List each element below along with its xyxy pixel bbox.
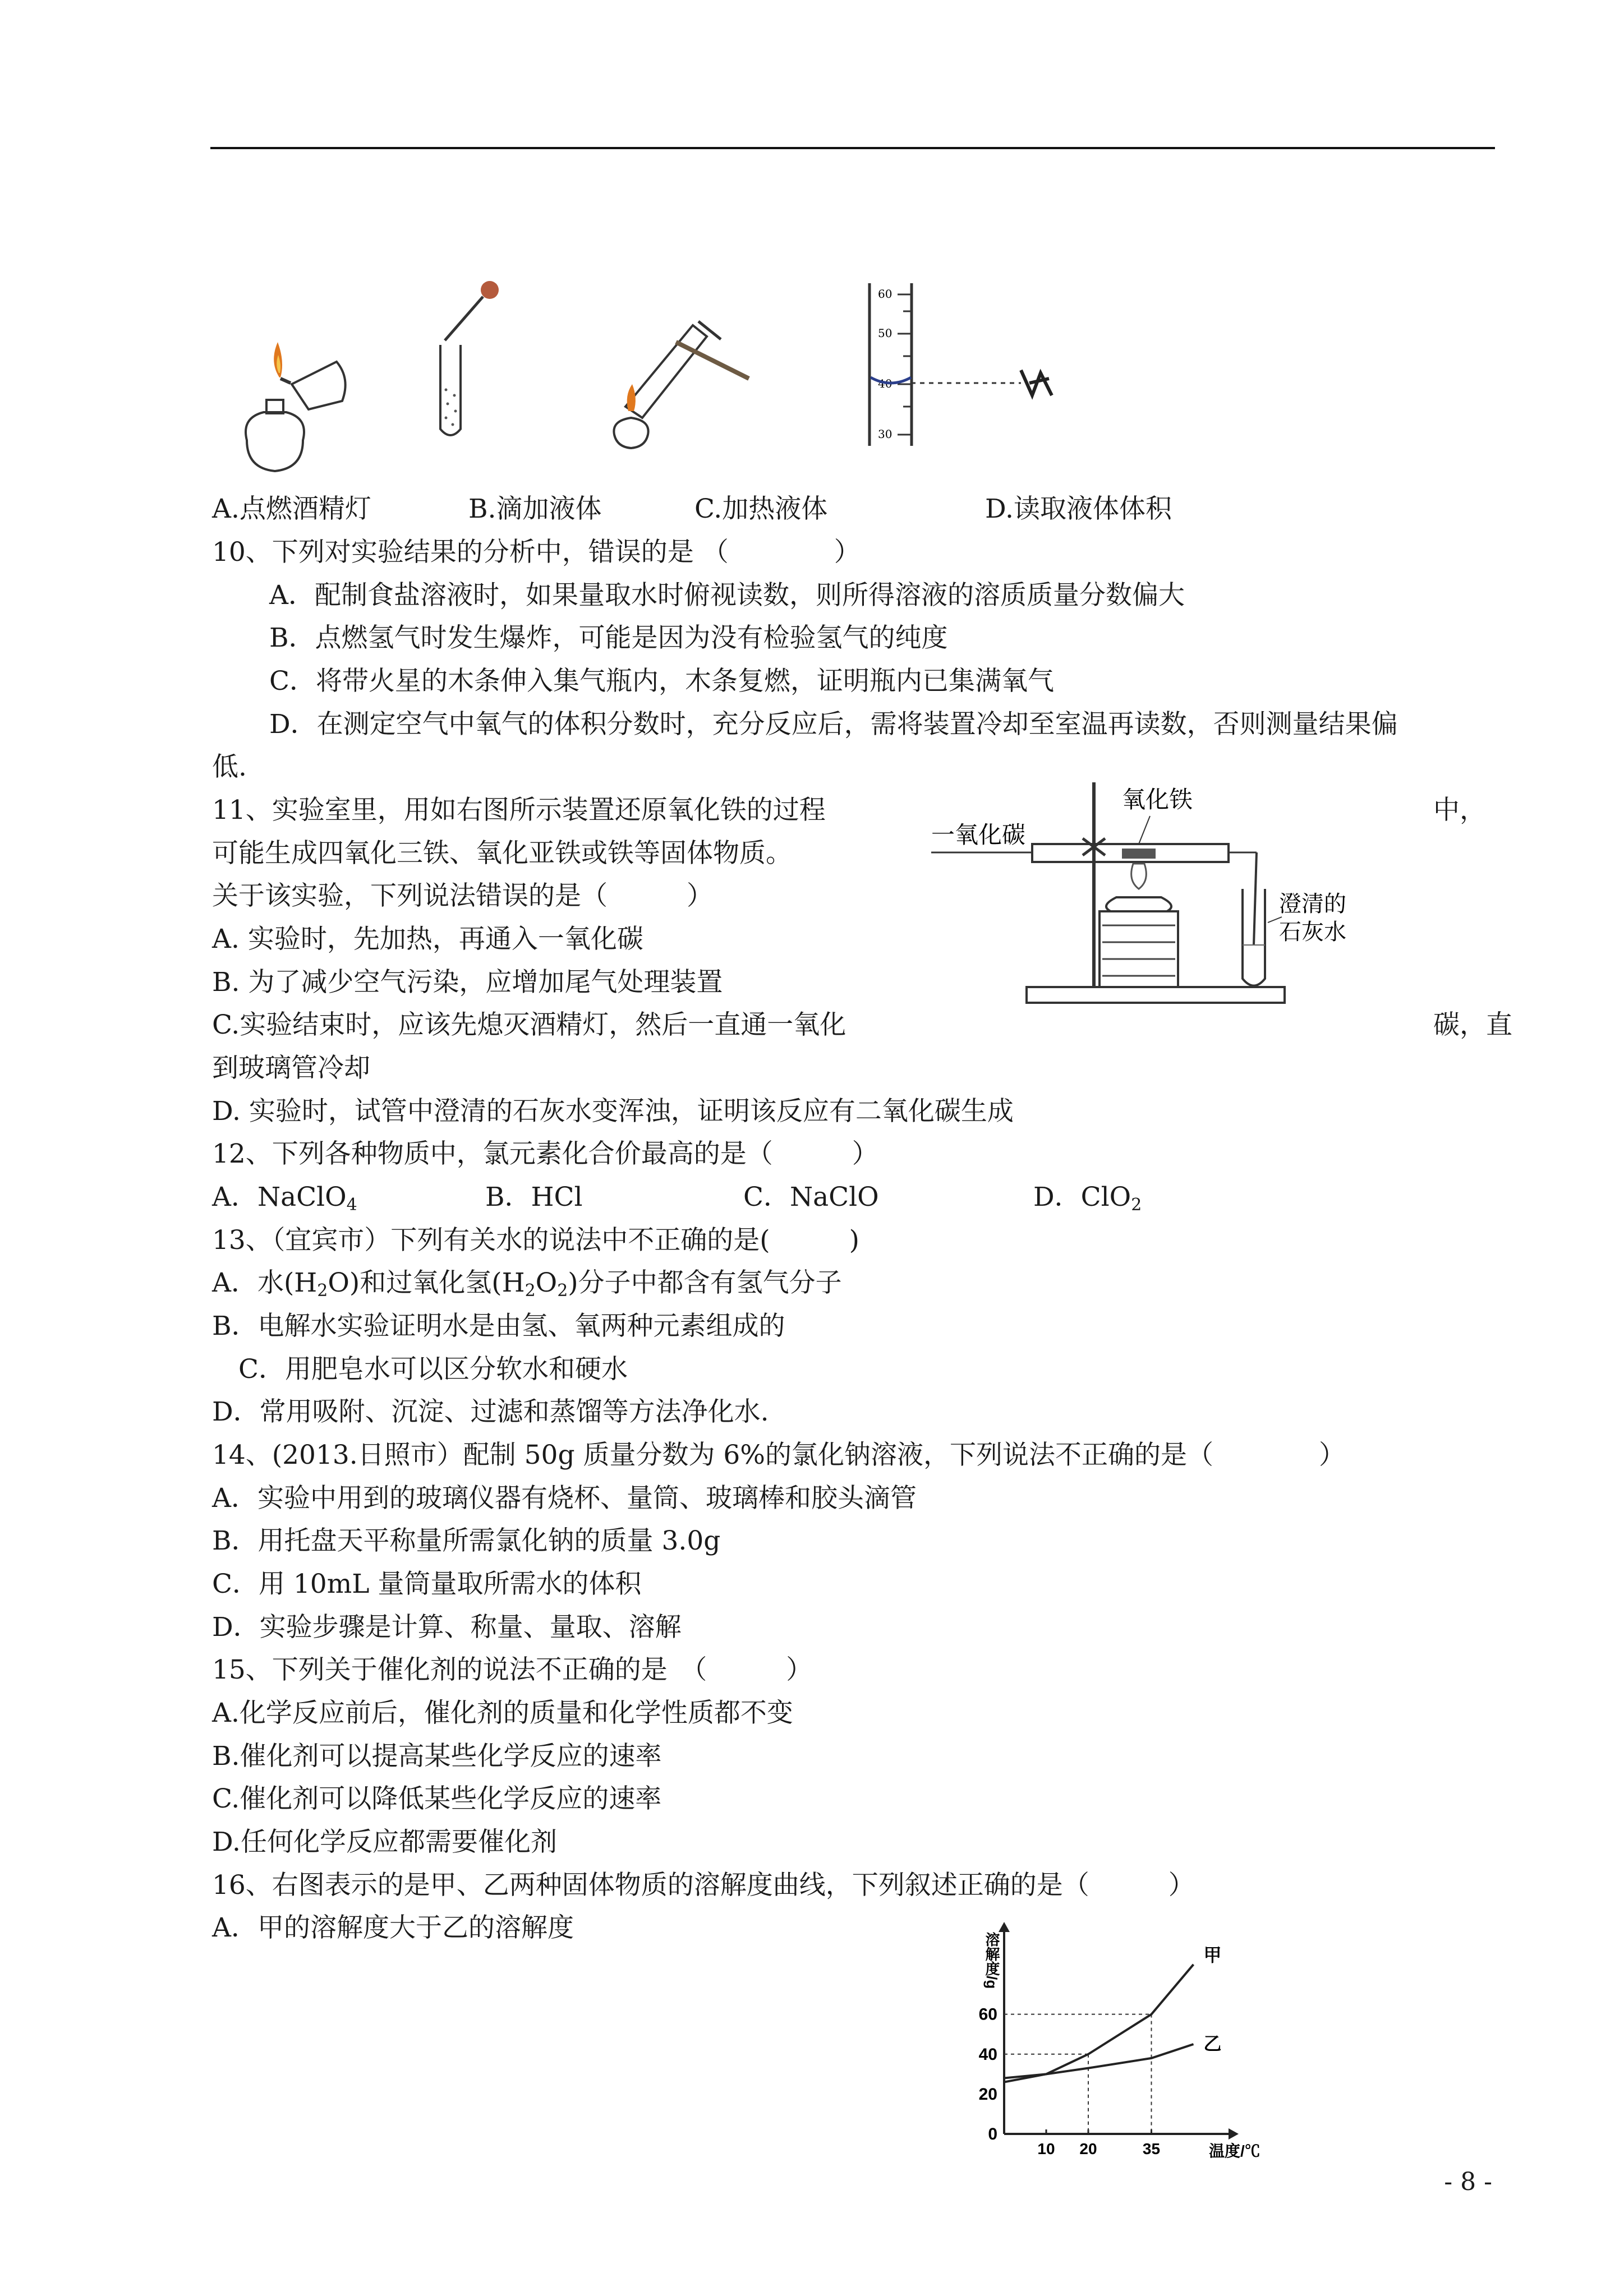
series-line-yi	[1004, 2044, 1194, 2078]
q15-option-a: A.化学反应前后，催化剂的质量和化学性质都不变	[212, 1698, 793, 1728]
q9-option-d: D.读取液体体积	[985, 494, 1172, 524]
dropping-liquid-figure	[429, 278, 508, 446]
q14-option-a: A．实验中用到的玻璃仪器有烧杯、量筒、玻璃棒和胶头滴管	[212, 1483, 917, 1514]
x-axis-arrow	[1229, 2128, 1239, 2140]
q16-stem: 16、右图表示的是甲、乙两种固体物质的溶解度曲线，下列叙述正确的是（ ）	[212, 1870, 1195, 1901]
q14-option-c: C．用 10mL 量筒量取所需水的体积	[212, 1569, 642, 1599]
q11-option-c-line1: C.实验结束时，应该先熄灭酒精灯，然后一直通一氧化	[212, 1009, 846, 1040]
q9-option-c: C.加热液体	[694, 494, 828, 524]
q10-option-c: C．将带火星的木条伸入集气瓶内，木条复燃，证明瓶内已集满氧气	[269, 666, 1054, 697]
q13-stem: 13、（宜宾市）下列有关水的说法中不正确的是( )	[212, 1225, 859, 1256]
y-tick-label: 40	[978, 2045, 997, 2064]
q10-option-b: B．点燃氢气时发生爆炸，可能是因为没有检验氢气的纯度	[269, 623, 948, 653]
q11-option-c-line2: 到玻璃管冷却	[212, 1053, 370, 1084]
q12-stem: 12、下列各种物质中，氯元素化合价最高的是（ ）	[212, 1138, 878, 1169]
q16-option-a: A．甲的溶解度大于乙的溶解度	[212, 1912, 574, 1943]
q11-option-c-line1-end: 碳，直	[1433, 1009, 1512, 1040]
q15-option-b: B.催化剂可以提高某些化学反应的速率	[212, 1741, 662, 1772]
q12-option-b: B．HCl	[485, 1182, 583, 1212]
heating-liquid-figure	[609, 294, 766, 451]
q9-option-b: B.滴加液体	[468, 494, 602, 524]
iron-oxide-reduction-figure	[931, 777, 1380, 1012]
q13-option-c: C．用肥皂水可以区分软水和硬水	[238, 1354, 628, 1385]
q13-option-d: D．常用吸附、沉淀、过滤和蒸馏等方法净化水.	[212, 1396, 769, 1427]
y-tick-label: 60	[978, 2005, 997, 2024]
q10-option-d-line1: D．在测定空气中氧气的体积分数时，充分反应后，需将装置冷却至室温再读数，否则测量结果偏	[269, 709, 1398, 740]
q14-option-b: B．用托盘天平称量所需氯化钠的质量 3.0g	[212, 1525, 721, 1556]
scale-tick-30: 30	[878, 427, 892, 441]
q10-option-d-line2: 低.	[212, 751, 247, 782]
label-limewater-line2: 石灰水	[1279, 920, 1346, 944]
q10-stem: 10、下列对实验结果的分析中，错误的是 （ ）	[212, 537, 861, 568]
q12-option-c: C．NaClO	[743, 1182, 879, 1212]
series-line-jia	[1004, 1965, 1194, 2082]
q10-option-a: A．配制食盐溶液时，如果量取水时俯视读数，则所得溶液的溶质质量分数偏大	[269, 580, 1185, 611]
solubility-curve-chart	[970, 1921, 1285, 2168]
q11-option-b: B. 为了减少空气污染，应增加尾气处理装置	[212, 967, 723, 998]
q14-option-d: D．实验步骤是计算、称量、量取、溶解	[212, 1612, 682, 1643]
series-label: 乙	[1203, 2034, 1222, 2054]
q15-option-c: C.催化剂可以降低某些化学反应的速率	[212, 1783, 662, 1814]
x-tick-label: 20	[1079, 2140, 1097, 2157]
x-tick-label: 35	[1142, 2140, 1161, 2157]
q15-option-d: D.任何化学反应都需要催化剂	[212, 1827, 557, 1857]
q11-stem-line3: 关于该实验，下列说法错误的是（ ）	[212, 880, 713, 911]
y-tick-label: 20	[978, 2085, 997, 2104]
lighting-alcohol-lamp-figure	[224, 317, 353, 485]
q14-stem: 14、(2013.日照市）配制 50g 质量分数为 6%的氯化钠溶液，下列说法不正确的是（ ）	[212, 1440, 1345, 1470]
q9-option-a: A.点燃酒精灯	[212, 494, 371, 524]
scale-tick-60: 60	[878, 287, 892, 301]
label-carbon-monoxide: 一氧化碳	[931, 822, 1026, 848]
q11-option-d: D. 实验时，试管中澄清的石灰水变浑浊，证明该反应有二氧化碳生成	[212, 1096, 1014, 1127]
q12-option-a: A．NaClO$_4$	[212, 1182, 357, 1215]
q12-option-d: D．ClO$_2$	[1033, 1182, 1142, 1215]
header-rule	[210, 147, 1495, 149]
y-axis-label: 溶解度/g	[983, 1932, 1000, 1989]
x-axis-label: 温度/℃	[1209, 2142, 1260, 2160]
scale-tick-50: 50	[878, 326, 892, 340]
reading-volume-figure	[853, 278, 1066, 446]
y-axis-arrow	[999, 1922, 1010, 1932]
page-number: - 8 -	[1444, 2168, 1492, 2196]
x-tick-label: 10	[1037, 2140, 1055, 2157]
series-label: 甲	[1203, 1944, 1222, 1965]
q11-stem-line1: 11、实验室里，用如右图所示装置还原氧化铁的过程	[212, 795, 826, 826]
q11-option-a: A. 实验时，先加热，再通入一氧化碳	[212, 924, 643, 955]
q15-stem: 15、下列关于催化剂的说法不正确的是 （ ）	[212, 1654, 813, 1685]
y-tick-label: 0	[988, 2125, 997, 2143]
q11-stem-line1-end: 中，	[1433, 795, 1486, 826]
scale-tick-40: 40	[878, 377, 892, 390]
label-limewater-line1: 澄清的	[1279, 892, 1346, 916]
label-iron-oxide: 氧化铁	[1122, 786, 1193, 813]
q13-option-b: B．电解水实验证明水是由氢、氧两种元素组成的	[212, 1311, 785, 1341]
q11-stem-line2: 可能生成四氧化三铁、氧化亚铁或铁等固体物质。	[212, 838, 792, 869]
q13-option-a: A．水$(H_2O)$和过氧化氢$(H_2O_2)$分子中都含有氢气分子	[212, 1267, 842, 1301]
